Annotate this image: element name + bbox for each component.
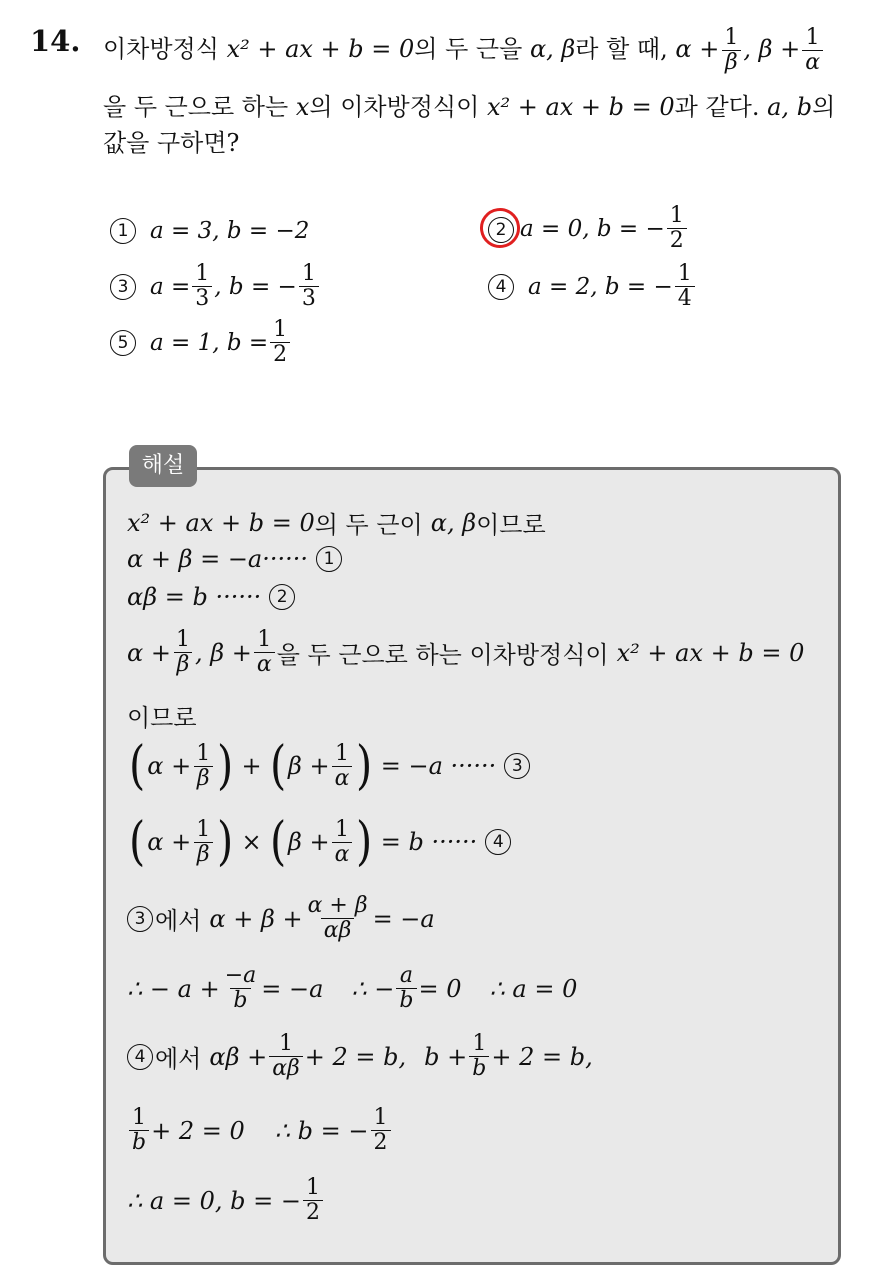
fraction-denominator: α [802, 50, 823, 75]
solution-line-3 [127, 583, 295, 611]
fraction [667, 204, 687, 253]
s-expr: α + [147, 828, 192, 856]
fraction-numerator: 1 [278, 1031, 293, 1056]
fraction-denominator: 3 [299, 286, 319, 311]
fraction-denominator: b [396, 988, 416, 1013]
fraction-denominator: b [230, 988, 250, 1013]
fraction [303, 1176, 323, 1225]
fraction-denominator: α [254, 652, 275, 677]
s-equation: αβ = b ······ [127, 583, 262, 611]
s-expr: = b ······ [380, 828, 478, 856]
choice-number-icon: 4 [488, 274, 514, 300]
s-expr: = 0 [418, 974, 462, 1003]
fraction [254, 628, 275, 677]
fraction-numerator: 1 [805, 25, 820, 50]
solution-line-12 [127, 1176, 325, 1225]
fraction [332, 742, 353, 791]
choice-3[interactable] [110, 262, 321, 311]
selected-mark [488, 215, 520, 243]
s-equation: α + β = −a······ [127, 545, 309, 573]
s-expr: α + β + [209, 904, 303, 933]
solution-line-2 [127, 545, 342, 573]
choice-4[interactable] [488, 262, 697, 311]
s-expr: β + [287, 752, 330, 780]
fraction-numerator: 1 [273, 317, 288, 342]
q-text: 의 [812, 93, 836, 121]
s-expr: = −a [372, 904, 435, 933]
left-paren: ( [129, 812, 146, 872]
solution-line-10 [127, 1032, 593, 1081]
fraction [371, 1106, 391, 1155]
q-text: 의 두 근을 [414, 35, 523, 63]
choice-text: , b = − [214, 273, 297, 300]
fraction-numerator: 1 [196, 816, 211, 842]
s-expr: = −a [261, 974, 324, 1003]
solution-line-11 [127, 1106, 393, 1155]
right-paren: ) [217, 812, 234, 872]
choice-text: a = 1, b = [150, 329, 269, 356]
s-expr: αβ + [209, 1042, 268, 1071]
fraction-denominator: 2 [667, 228, 687, 253]
fraction [332, 818, 353, 867]
fraction-numerator: 1 [196, 740, 211, 766]
solution-line-6 [127, 736, 530, 796]
solution-line-7 [127, 812, 511, 872]
s-expr: ∴ b = − [274, 1116, 369, 1145]
question-line-1 [103, 26, 825, 75]
fraction [270, 318, 290, 367]
s-op: + [241, 752, 262, 780]
q-text: 라 할 때, [575, 35, 668, 63]
fraction-numerator: 1 [195, 261, 210, 286]
question-line-3: 값을 구하면? [103, 129, 240, 157]
circled-1-icon: 1 [316, 546, 342, 572]
fraction-numerator: 1 [335, 740, 349, 766]
q-text: 의 이차방정식이 [309, 93, 480, 121]
choice-number-icon: 3 [110, 274, 136, 300]
choice-number-icon: 2 [488, 217, 514, 243]
solution-line-9 [127, 964, 577, 1013]
choice-text: a = [150, 273, 191, 300]
s-equation: x² + ax + b = 0 [127, 508, 315, 537]
solution-line-1 [127, 505, 546, 540]
circled-4-icon: 4 [485, 829, 511, 855]
fraction-numerator: 1 [724, 25, 739, 50]
choice-1[interactable] [110, 218, 309, 244]
fraction-denominator: αβ [321, 918, 355, 943]
fraction [299, 262, 319, 311]
fraction [721, 26, 741, 75]
fraction-denominator: β [194, 842, 213, 867]
q-equation: x² + ax + b = 0 [486, 93, 675, 121]
question-number: 14. [30, 24, 81, 58]
fraction [173, 628, 193, 677]
s-text: 에서 [155, 1045, 202, 1073]
q-variables: a, b [767, 93, 813, 121]
s-expr: + 2 = b, [491, 1042, 593, 1071]
fraction-denominator: 2 [303, 1200, 323, 1225]
fraction-numerator: α + β [307, 893, 368, 918]
choice-text: a = 2, b = − [528, 273, 673, 300]
s-expr: + 2 = b, [304, 1042, 407, 1071]
choice-number-icon: 1 [110, 218, 136, 244]
fraction-numerator: 1 [305, 1175, 320, 1200]
fraction [193, 742, 213, 791]
s-expr: ∴ − [351, 974, 395, 1003]
fraction-denominator: α [332, 842, 353, 867]
s-expr: β + [287, 828, 330, 856]
fraction-numerator: 1 [669, 203, 684, 228]
fraction [469, 1032, 489, 1081]
circled-3-icon: 3 [127, 906, 153, 932]
q-variable: x [295, 93, 310, 121]
fraction-denominator: αβ [269, 1056, 303, 1081]
s-expr: , β + [194, 638, 252, 667]
s-text: 의 두 근이 [314, 511, 423, 539]
fraction-numerator: −a [224, 963, 257, 988]
solution-line-5 [127, 698, 197, 733]
fraction [305, 894, 371, 943]
fraction [222, 964, 260, 1013]
circled-4-icon: 4 [127, 1044, 153, 1070]
fraction-numerator: 1 [301, 261, 316, 286]
q-text: 과 같다. [674, 93, 760, 121]
right-paren: ) [356, 812, 373, 872]
fraction [802, 26, 823, 75]
choice-5[interactable] [110, 318, 292, 367]
fraction [192, 262, 212, 311]
fraction-denominator: 4 [675, 286, 695, 311]
fraction-numerator: 1 [335, 816, 349, 842]
s-expr: ∴ a = 0, b = − [127, 1186, 301, 1215]
fraction-numerator: 1 [677, 261, 692, 286]
choice-number-icon: 5 [110, 330, 136, 356]
choice-text: a = 0, b = − [520, 215, 665, 242]
left-paren: ( [129, 736, 146, 796]
q-expr: , β + [743, 35, 801, 63]
s-text: 에서 [155, 907, 202, 935]
fraction-numerator: 1 [257, 627, 272, 652]
fraction [193, 818, 213, 867]
s-expr: α + [127, 638, 171, 667]
s-expr: ∴ a = 0 [489, 974, 578, 1003]
right-paren: ) [356, 736, 373, 796]
solution-line-8 [127, 894, 435, 943]
fraction-denominator: 2 [270, 342, 290, 367]
choice-2[interactable] [488, 204, 689, 253]
fraction-numerator: 1 [472, 1031, 487, 1056]
fraction-numerator: 1 [373, 1105, 388, 1130]
circled-3-icon: 3 [504, 753, 530, 779]
q-text: 이차방정식 [103, 35, 219, 63]
fraction [396, 964, 416, 1013]
s-text: 이므로 [127, 704, 197, 732]
s-expr: + 2 = 0 [151, 1116, 245, 1145]
fraction [129, 1106, 149, 1155]
left-paren: ( [269, 812, 286, 872]
fraction [675, 262, 695, 311]
fraction-denominator: b [129, 1130, 149, 1155]
s-expr: ∴ − a + [127, 974, 220, 1003]
right-paren: ) [217, 736, 234, 796]
solution-line-4 [127, 628, 804, 677]
s-text: 을 두 근으로 하는 이차방정식이 [276, 641, 609, 669]
left-paren: ( [269, 736, 286, 796]
fraction-numerator: 1 [175, 627, 190, 652]
s-roots: α, β [430, 508, 477, 537]
fraction-numerator: 1 [132, 1105, 147, 1130]
fraction-denominator: β [722, 50, 741, 75]
solution-tab-label: 해설 [129, 445, 197, 487]
q-roots: α, β [529, 35, 576, 63]
circled-2-icon: 2 [269, 584, 295, 610]
choice-text: a = 3, b = −2 [150, 218, 310, 244]
fraction-numerator: a [399, 963, 414, 988]
s-expr: = −a ······ [380, 752, 497, 780]
q-expr: α + [675, 35, 720, 63]
fraction-denominator: 3 [192, 286, 212, 311]
q-text: 을 두 근으로 하는 [103, 93, 289, 121]
fraction-denominator: b [469, 1056, 489, 1081]
selection-circle-icon [477, 205, 522, 250]
s-equation: x² + ax + b = 0 [616, 638, 805, 667]
s-expr: b + [424, 1042, 468, 1071]
question-line-2 [103, 90, 835, 124]
q-equation: x² + ax + b = 0 [226, 35, 415, 63]
fraction-denominator: β [174, 652, 193, 677]
fraction-denominator: β [194, 766, 213, 791]
fraction-denominator: 2 [371, 1130, 391, 1155]
s-expr: α + [147, 752, 192, 780]
s-text: 이므로 [476, 511, 546, 539]
fraction [269, 1032, 303, 1081]
fraction-denominator: α [332, 766, 353, 791]
s-op: × [241, 828, 262, 856]
